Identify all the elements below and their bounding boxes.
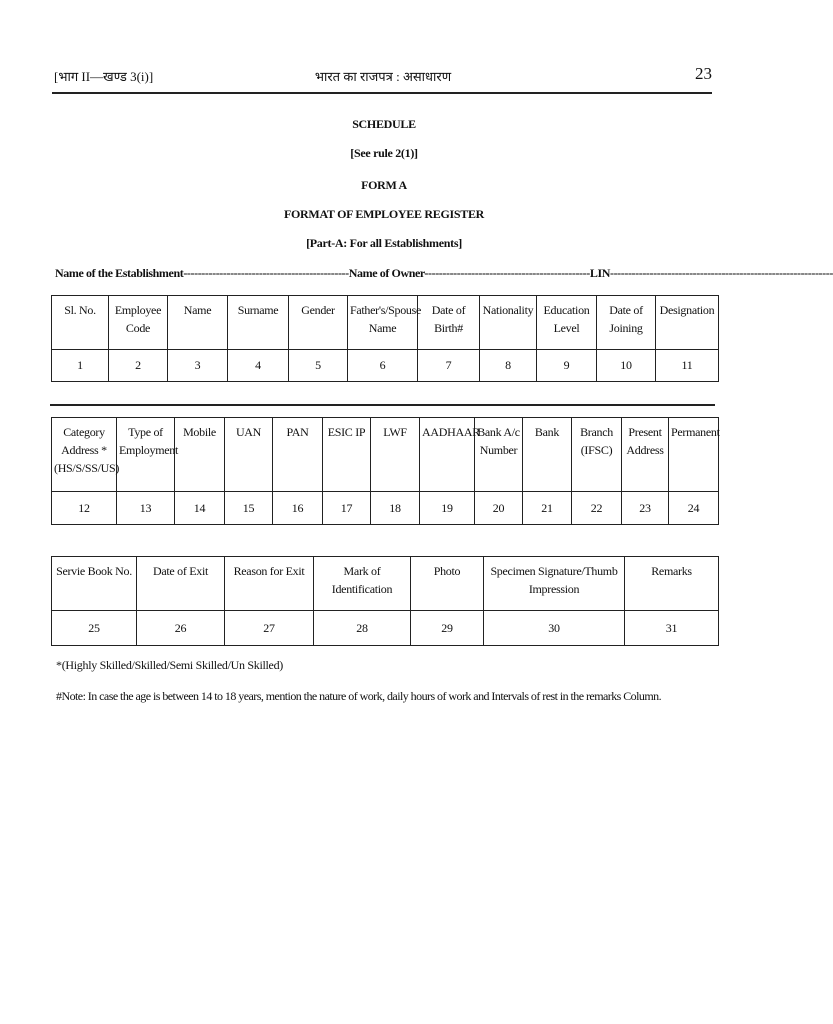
column-number-cell: 23	[622, 492, 669, 525]
column-number-cell: 20	[475, 492, 523, 525]
column-number-cell: 6	[348, 350, 418, 382]
column-number-cell: 2	[109, 350, 168, 382]
form-heading: FORM A	[361, 178, 407, 192]
header-cell: Bank A/c Number	[475, 418, 523, 492]
column-number-cell: 29	[411, 611, 484, 646]
header-cell: Present Address	[622, 418, 669, 492]
column-number-cell: 3	[168, 350, 228, 382]
column-number-cell: 10	[597, 350, 656, 382]
register-table-part2	[51, 417, 719, 525]
header-cell: Name	[168, 296, 228, 350]
header-cell: Branch (IFSC)	[572, 418, 622, 492]
header-cell: Mark of Identification	[314, 557, 411, 611]
header-cell: AADHAAR	[420, 418, 475, 492]
age-note: #Note: In case the age is between 14 to 18 years, mention the nature of work, daily hours of work and Intervals of rest in the remarks Column.	[56, 689, 662, 703]
column-number-cell: 22	[572, 492, 622, 525]
column-number-cell: 5	[289, 350, 348, 382]
column-number-cell: 7	[418, 350, 480, 382]
column-number-cell: 13	[117, 492, 175, 525]
header-cell: Employee Code	[109, 296, 168, 350]
register-table-part1	[51, 295, 719, 382]
part-heading: [Part-A: For all Establishments]	[306, 236, 462, 250]
register-table-part3	[51, 556, 719, 646]
header-cell: PAN	[273, 418, 323, 492]
header-cell: Gender	[289, 296, 348, 350]
column-number-cell: 17	[323, 492, 371, 525]
section-divider	[50, 404, 715, 406]
skill-category-note: *(Highly Skilled/Skilled/Semi Skilled/Un Skilled)	[56, 658, 283, 672]
schedule-heading: SCHEDULE	[352, 117, 416, 131]
header-cell: Bank	[523, 418, 572, 492]
column-number-cell: 15	[225, 492, 273, 525]
column-number-cell: 9	[537, 350, 597, 382]
header-cell: Remarks	[625, 557, 719, 611]
header-cell: Designation	[656, 296, 719, 350]
header-cell: Permanent	[669, 418, 719, 492]
running-head	[52, 64, 714, 86]
header-cell: Specimen Signature/Thumb Impression	[484, 557, 625, 611]
header-cell: Mobile	[175, 418, 225, 492]
column-number-cell: 8	[480, 350, 537, 382]
header-cell: UAN	[225, 418, 273, 492]
header-cell: LWF	[371, 418, 420, 492]
column-number-cell: 11	[656, 350, 719, 382]
column-number-cell: 31	[625, 611, 719, 646]
header-cell: Father's/Spouse Name	[348, 296, 418, 350]
column-number-cell: 18	[371, 492, 420, 525]
header-cell: Photo	[411, 557, 484, 611]
header-cell: Type of Employment	[117, 418, 175, 492]
header-cell: Servie Book No.	[52, 557, 137, 611]
column-number-cell: 25	[52, 611, 137, 646]
header-cell: Reason for Exit	[225, 557, 314, 611]
page-number: 23	[695, 64, 712, 83]
column-number-cell: 26	[137, 611, 225, 646]
gazette-title: भारत का राजपत्र : असाधारण	[314, 69, 452, 84]
column-number-cell: 19	[420, 492, 475, 525]
column-number-cell: 24	[669, 492, 719, 525]
header-cell: Surname	[228, 296, 289, 350]
rule-reference: [See rule 2(1)]	[350, 146, 418, 160]
register-title: FORMAT OF EMPLOYEE REGISTER	[283, 207, 485, 221]
column-number-cell: 1	[52, 350, 109, 382]
column-number-cell: 28	[314, 611, 411, 646]
column-number-cell: 14	[175, 492, 225, 525]
header-cell: Date of Exit	[137, 557, 225, 611]
establishment-line: Name of the Establishment----------------------------------------------Name of Owner----------------------------------------------LIN--------------------------------------------------------------	[55, 266, 833, 280]
header-cell: Sl. No.	[52, 296, 109, 350]
column-number-cell: 12	[52, 492, 117, 525]
header-cell: ESIC IP	[323, 418, 371, 492]
header-cell: Education Level	[537, 296, 597, 350]
column-number-cell: 16	[273, 492, 323, 525]
column-number-cell: 27	[225, 611, 314, 646]
column-number-cell: 30	[484, 611, 625, 646]
column-number-cell: 21	[523, 492, 572, 525]
header-rule	[52, 92, 712, 94]
column-number-cell: 4	[228, 350, 289, 382]
part-section-label: [भाग II—खण्ड 3(i)]	[54, 69, 154, 84]
header-cell: Date of Joining	[597, 296, 656, 350]
header-cell: Nationality	[480, 296, 537, 350]
header-cell: Category Address *(HS/S/SS/US)	[52, 418, 117, 492]
header-cell: Date of Birth#	[418, 296, 480, 350]
